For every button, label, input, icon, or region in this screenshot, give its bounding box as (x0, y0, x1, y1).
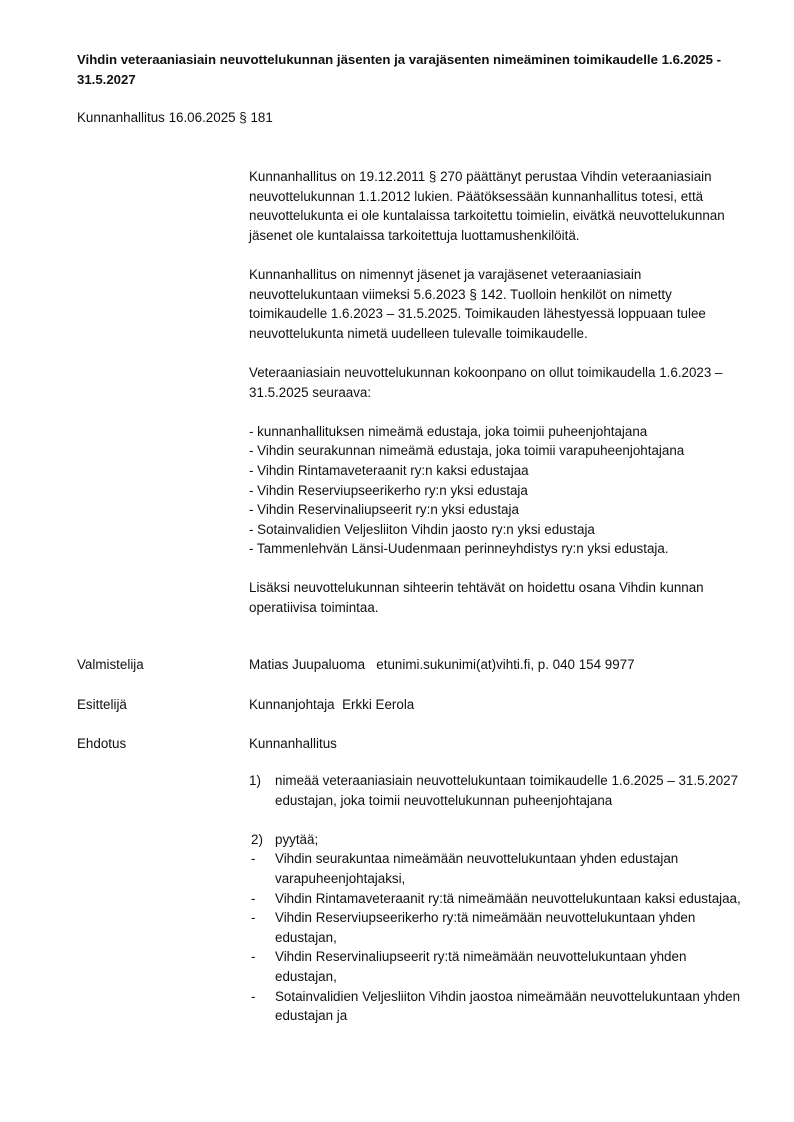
item-number: 2) (251, 831, 263, 847)
paragraph-secretary: Lisäksi neuvottelukunnan sihteerin tehtävät on hoidettu osana Vihdin kunnan operatiivisa toimintaa. (249, 580, 704, 616)
request-item (249, 987, 749, 1026)
request-text: Vihdin Reserviupseerikerho ry:tä nimeämään neuvottelukuntaan yhden edustajan, (275, 910, 696, 945)
item-text: pyytää; (275, 831, 319, 847)
composition-item: - Sotainvalidien Veljesliiton Vihdin jaosto ry:n yksi edustaja (249, 521, 595, 537)
request-list (249, 849, 749, 1025)
proposal-item-1 (249, 771, 749, 810)
proposal-value: Kunnanhallitus (249, 736, 337, 751)
body-text (249, 167, 749, 637)
dash-marker: - (251, 890, 256, 906)
composition-item: - Vihdin seurakunnan nimeämä edustaja, joka toimii varapuheenjohtajana (249, 443, 685, 459)
proposal-list (249, 771, 749, 1026)
dash-marker: - (251, 851, 256, 867)
request-item (249, 889, 749, 909)
item-text: nimeää veteraaniasiain neuvottelukuntaan toimikaudelle 1.6.2025 – 31.5.2027 edustajan, joka toimii neuvottelukunnan puheenjohtajana (275, 773, 739, 808)
request-item (249, 947, 749, 986)
request-item (249, 908, 749, 947)
dash-marker: - (251, 988, 256, 1004)
paragraph-background: Kunnanhallitus on 19.12.2011 § 270 päättänyt perustaa Vihdin veteraaniasiain neuvottelukunnan 1.1.2012 lukien. Päätöksessään kunnanhallitus totesi, että neuvottelukunta ei ole kuntalaissa tarkoitettu toimielin, eivätkä neuvottelukunnan jäsenet ole kuntalaissa tarkoitettuja luottamushenkilöitä. (249, 169, 725, 243)
document-title: Vihdin veteraaniasiain neuvottelukunnan jäsenten ja varajäsenten nimeäminen toimikaudelle 1.6.2025 - 31.5.2027 (77, 52, 721, 87)
item-number: 1) (249, 773, 261, 788)
dash-marker: - (251, 910, 256, 926)
proposal-item-2 (249, 830, 749, 850)
composition-list (249, 422, 749, 559)
request-text: Vihdin seurakuntaa nimeämään neuvottelukuntaan yhden edustajan varapuheenjohtajaksi, (275, 851, 679, 886)
composition-item: - Tammenlehvän Länsi-Uudenmaan perinneyhdistys ry:n yksi edustaja. (249, 541, 669, 557)
composition-item: - kunnanhallituksen nimeämä edustaja, joka toimii puheenjohtajana (249, 423, 648, 439)
meeting-reference: Kunnanhallitus 16.06.2025 § 181 (77, 110, 273, 125)
composition-item: - Vihdin Rintamaveteraanit ry:n kaksi edustajaa (249, 462, 529, 478)
dash-marker: - (251, 949, 256, 965)
presenter-value: Kunnanjohtaja Erkki Eerola (249, 697, 415, 712)
preparer-value: Matias Juupaluoma etunimi.sukunimi(at)vihti.fi, p. 040 154 9977 (249, 657, 635, 672)
presenter-label: Esittelijä (77, 697, 127, 712)
request-text: Vihdin Rintamaveteraanit ry:tä nimeämään neuvottelukuntaan kaksi edustajaa, (275, 890, 741, 906)
preparer-label: Valmistelija (77, 657, 144, 672)
proposal-item-2-block (249, 830, 749, 1026)
paragraph-composition-intro: Veteraaniasiain neuvottelukunnan kokoonpano on ollut toimikaudella 1.6.2023 – 31.5.2025 seuraava: (249, 364, 723, 400)
composition-item: - Vihdin Reservinaliupseerit ry:n yksi edustaja (249, 502, 519, 518)
proposal-label: Ehdotus (77, 736, 127, 751)
request-text: Sotainvalidien Veljesliiton Vihdin jaostoa nimeämään neuvottelukuntaan yhden edustajan ja (275, 988, 741, 1024)
composition-item: - Vihdin Reserviupseerikerho ry:n yksi edustaja (249, 482, 528, 498)
paragraph-previous-nomination: Kunnanhallitus on nimennyt jäsenet ja varajäsenet veteraaniasiain neuvottelukuntaan viimeksi 5.6.2023 § 142. Tuolloin henkilöt on nimetty toimikaudelle 1.6.2023 – 31.5.2025. Toimikauden lähestyessä loppuaan tulee neuvottelukunta nimetä uudelleen tulevalle toimikaudelle. (249, 266, 706, 341)
request-text: Vihdin Reservinaliupseerit ry:tä nimeämään neuvottelukuntaan yhden edustajan, (275, 949, 687, 984)
request-item (249, 849, 749, 888)
